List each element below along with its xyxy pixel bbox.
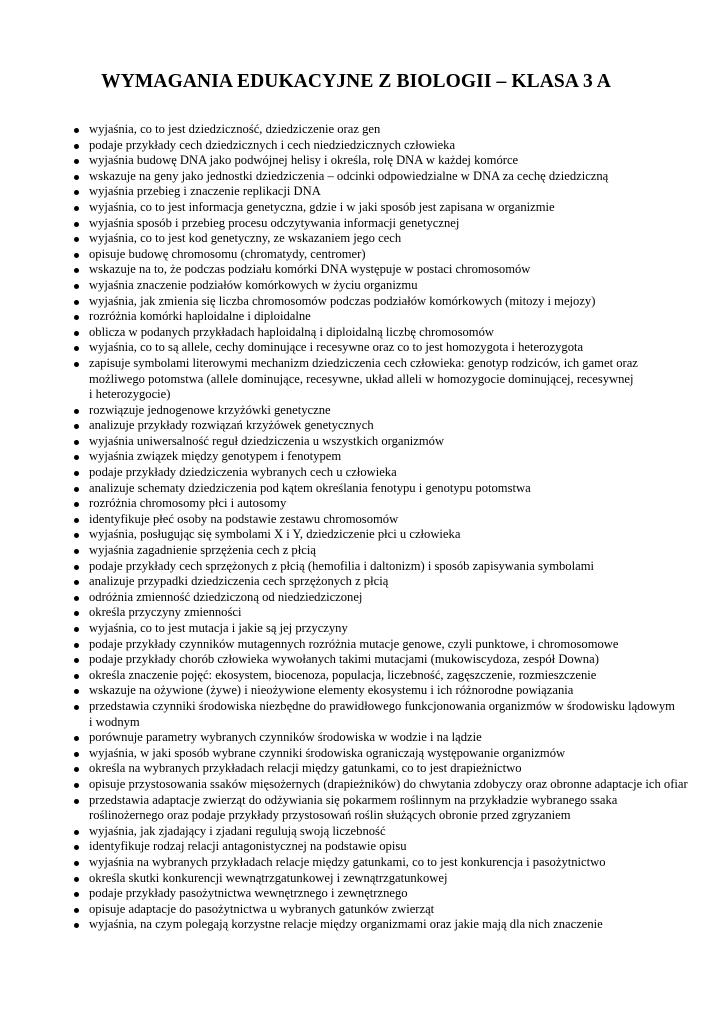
list-item-text: określa znaczenie pojęć: ekosystem, biocenoza, populacja, liczebność, zagęszczenie, rozmieszczenie — [89, 667, 597, 682]
list-item-text: podaje przykłady dziedziczenia wybranych cech u człowieka — [89, 465, 397, 480]
list-item — [74, 325, 704, 341]
list-item-text: rozróżnia komórki haploidalne i diploidalne — [89, 309, 311, 324]
list-item — [74, 122, 704, 138]
requirements-list — [74, 122, 704, 933]
list-item — [74, 886, 704, 902]
bullet-icon — [74, 674, 79, 679]
bullet-icon — [74, 877, 79, 882]
list-item — [74, 418, 704, 434]
list-item-text: i heterozygocie) — [89, 387, 171, 402]
list-item — [74, 138, 704, 154]
list-item-text: przedstawia czynniki środowiska niezbędne do prawidłowego funkcjonowania organizmów w środowisku lądowym — [89, 698, 675, 713]
list-item-text: zapisuje symbolami literowymi mechanizm dziedziczenia cech człowieka: genotyp rodziców, ich gamet oraz — [89, 355, 638, 370]
list-item-text: analizuje przykłady rozwiązań krzyżówek genetycznych — [89, 418, 374, 433]
list-item-text: możliwego potomstwa (allele dominujące, recesywne, układ alleli w homozygocie dominującej, recesywnej — [89, 371, 634, 386]
list-item — [74, 605, 704, 621]
bullet-icon — [74, 799, 79, 804]
list-item — [74, 652, 704, 668]
bullet-icon — [74, 206, 79, 211]
list-item — [74, 668, 704, 684]
list-item-text: identyfikuje rodzaj relacji antagonistycznej na podstawie opisu — [89, 839, 407, 854]
list-item-text: przedstawia adaptacje zwierząt do odżywiania się pokarmem roślinnym na przykładzie wybranego ssaka — [89, 792, 618, 807]
list-item — [74, 216, 704, 232]
bullet-icon — [74, 144, 79, 149]
list-item — [74, 917, 704, 933]
list-item — [74, 590, 704, 606]
bullet-icon — [74, 705, 79, 710]
list-item-text: wyjaśnia sposób i przebieg procesu odczytywania informacji genetycznej — [89, 215, 460, 230]
bullet-icon — [74, 752, 79, 757]
list-item-text: wyjaśnia, co to jest mutacja i jakie są jej przyczyny — [89, 621, 348, 635]
list-item-text: określa przyczyny zmienności — [89, 605, 242, 620]
bullet-icon — [74, 611, 79, 616]
bullet-icon — [74, 518, 79, 523]
list-item — [74, 637, 704, 653]
list-item — [74, 449, 704, 465]
list-item — [74, 496, 704, 512]
list-item — [74, 153, 704, 169]
list-item — [74, 574, 704, 590]
list-item-text: wskazuje na geny jako jednostki dziedziczenia – odcinki odpowiedzialne w DNA za cechę dziedziczną — [89, 168, 609, 183]
bullet-icon — [74, 908, 79, 913]
list-item — [74, 683, 704, 699]
list-item-text: opisuje adaptacje do pasożytnictwa u wybranych gatunków zwierząt — [89, 901, 435, 916]
list-item — [74, 559, 704, 575]
list-item — [74, 356, 704, 403]
list-item-text: określa skutki konkurencji wewnątrzgatunkowej i zewnątrzgatunkowej — [89, 870, 448, 885]
list-item — [74, 855, 704, 871]
list-item-text: wyjaśnia znaczenie podziałów komórkowych w życiu organizmu — [89, 277, 418, 292]
bullet-icon — [74, 923, 79, 928]
list-item-text: rozwiązuje jednogenowe krzyżówki genetyczne — [89, 402, 331, 417]
list-item — [74, 699, 704, 730]
list-item-text: wyjaśnia, jak zjadający i zjadani regulują swoją liczebność — [89, 823, 386, 838]
bullet-icon — [74, 783, 79, 788]
bullet-icon — [74, 362, 79, 367]
bullet-icon — [74, 331, 79, 336]
list-item — [74, 793, 704, 824]
bullet-icon — [74, 175, 79, 180]
list-item-text: oblicza w podanych przykładach haploidalną i diploidalną liczbę chromosomów — [89, 324, 494, 339]
list-item — [74, 902, 704, 918]
list-item — [74, 527, 704, 543]
bullet-icon — [74, 424, 79, 429]
list-item-text: porównuje parametry wybranych czynników środowiska w wodzie i na lądzie — [89, 730, 482, 745]
bullet-icon — [74, 892, 79, 897]
list-item-text: podaje przykłady cech dziedzicznych i cech niedziedzicznych człowieka — [89, 137, 456, 152]
list-item-text: rozróżnia chromosomy płci i autosomy — [89, 496, 287, 511]
bullet-icon — [74, 471, 79, 476]
bullet-icon — [74, 253, 79, 258]
bullet-icon — [74, 159, 79, 164]
list-item — [74, 278, 704, 294]
list-item-text: wyjaśnia, w jaki sposób wybrane czynniki środowiska ograniczają występowanie organizmów — [89, 745, 566, 760]
bullet-icon — [74, 549, 79, 554]
list-item-text: podaje przykłady pasożytnictwa wewnętrznego i zewnętrznego — [89, 886, 408, 901]
list-item-text: podaje przykłady chorób człowieka wywołanych takimi mutacjami (mukowiscydoza, zespół Downa) — [89, 652, 599, 667]
list-item-text: opisuje przystosowania ssaków mięsożernych (drapieżników) do chwytania zdobyczy oraz obronne adaptacje ich ofiar — [89, 776, 688, 791]
list-item — [74, 621, 704, 637]
list-item-text: analizuje schematy dziedziczenia pod kątem określania fenotypu i genotypu potomstwa — [89, 480, 531, 495]
bullet-icon — [74, 689, 79, 694]
list-item-text: wyjaśnia związek między genotypem i fenotypem — [89, 449, 342, 464]
list-item-text: analizuje przypadki dziedziczenia cech sprzężonych z płcią — [89, 574, 389, 589]
list-item — [74, 730, 704, 746]
list-item — [74, 871, 704, 887]
list-item — [74, 824, 704, 840]
list-item-text: odróżnia zmienność dziedziczoną od niedziedziczonej — [89, 589, 363, 604]
bullet-icon — [74, 830, 79, 835]
bullet-icon — [74, 440, 79, 445]
list-item — [74, 481, 704, 497]
list-item-text: i wodnym — [89, 714, 140, 729]
bullet-icon — [74, 222, 79, 227]
bullet-icon — [74, 487, 79, 492]
list-item-text: wskazuje na ożywione (żywe) i nieożywione elementy ekosystemu i ich różnorodne powiązania — [89, 683, 574, 698]
list-item — [74, 465, 704, 481]
list-item-text: wyjaśnia uniwersalność reguł dziedziczenia u wszystkich organizmów — [89, 433, 445, 448]
list-item — [74, 247, 704, 263]
bullet-icon — [74, 284, 79, 289]
list-item-text: wyjaśnia przebieg i znaczenie replikacji DNA — [89, 184, 321, 199]
list-item — [74, 543, 704, 559]
bullet-icon — [74, 533, 79, 538]
bullet-icon — [74, 643, 79, 648]
list-item-text: podaje przykłady czynników mutagennych rozróżnia mutacje genowe, czyli punktowe, i chromosomowe — [89, 636, 619, 651]
list-item-text: wyjaśnia, co to są allele, cechy dominujące i recesywne oraz co to jest homozygota i heterozygota — [89, 340, 584, 355]
bullet-icon — [74, 268, 79, 273]
list-item-text: wyjaśnia na wybranych przykładach relacje między gatunkami, co to jest konkurencja i pasożytnictwo — [89, 854, 606, 869]
list-item — [74, 262, 704, 278]
bullet-icon — [74, 861, 79, 866]
bullet-icon — [74, 658, 79, 663]
bullet-icon — [74, 767, 79, 772]
bullet-icon — [74, 190, 79, 195]
list-item — [74, 309, 704, 325]
list-item — [74, 340, 704, 356]
list-item — [74, 231, 704, 247]
list-item-text: wyjaśnia, na czym polegają korzystne relacje między organizmami oraz jakie mają dla nich znaczenie — [89, 917, 603, 932]
list-item-text: określa na wybranych przykładach relacji między gatunkami, co to jest drapieżnictwo — [89, 761, 522, 776]
list-item — [74, 169, 704, 185]
list-item-text: wyjaśnia zagadnienie sprzężenia cech z płcią — [89, 543, 316, 558]
list-item — [74, 512, 704, 528]
list-item — [74, 200, 704, 216]
bullet-icon — [74, 502, 79, 507]
list-item-text: wskazuje na to, że podczas podziału komórki DNA występuje w postaci chromosomów — [89, 262, 531, 277]
bullet-icon — [74, 315, 79, 320]
list-item-text: wyjaśnia budowę DNA jako podwójnej helisy i określa, rolę DNA w każdej komórce — [89, 153, 519, 168]
list-item — [74, 839, 704, 855]
bullet-icon — [74, 736, 79, 741]
list-item-text: opisuje budowę chromosomu (chromatydy, centromer) — [89, 246, 366, 261]
bullet-icon — [74, 300, 79, 305]
bullet-icon — [74, 455, 79, 460]
list-item-text: wyjaśnia, jak zmienia się liczba chromosomów podczas podziałów komórkowych (mitozy i mejozy) — [89, 293, 596, 308]
list-item — [74, 434, 704, 450]
document-title: WYMAGANIA EDUKACYJNE Z BIOLOGII – KLASA 3 A — [101, 71, 611, 92]
bullet-icon — [74, 237, 79, 242]
list-item-text: wyjaśnia, co to jest dziedziczność, dziedziczenie oraz gen — [89, 122, 381, 136]
bullet-icon — [74, 627, 79, 632]
bullet-icon — [74, 565, 79, 570]
bullet-icon — [74, 845, 79, 850]
list-item-text: podaje przykłady cech sprzężonych z płcią (hemofilia i daltonizm) i sposób zapisywania symbolami — [89, 558, 594, 573]
list-item — [74, 403, 704, 419]
bullet-icon — [74, 128, 79, 133]
list-item-text: roślinożernego oraz podaje przykłady przystosowań roślin służących obronie przed zgryzaniem — [89, 808, 571, 823]
list-item — [74, 761, 704, 777]
list-item — [74, 184, 704, 200]
list-item — [74, 777, 704, 793]
list-item-text: identyfikuje płeć osoby na podstawie zestawu chromosomów — [89, 511, 399, 526]
list-item — [74, 294, 704, 310]
bullet-icon — [74, 409, 79, 414]
list-item — [74, 746, 704, 762]
list-item-text: wyjaśnia, co to jest informacja genetyczna, gdzie i w jaki sposób jest zapisana w organizmie — [89, 199, 555, 214]
list-item-text: wyjaśnia, posługując się symbolami X i Y, dziedziczenie płci u człowieka — [89, 527, 461, 542]
bullet-icon — [74, 580, 79, 585]
bullet-icon — [74, 346, 79, 351]
list-item-text: wyjaśnia, co to jest kod genetyczny, ze wskazaniem jego cech — [89, 231, 402, 246]
bullet-icon — [74, 596, 79, 601]
